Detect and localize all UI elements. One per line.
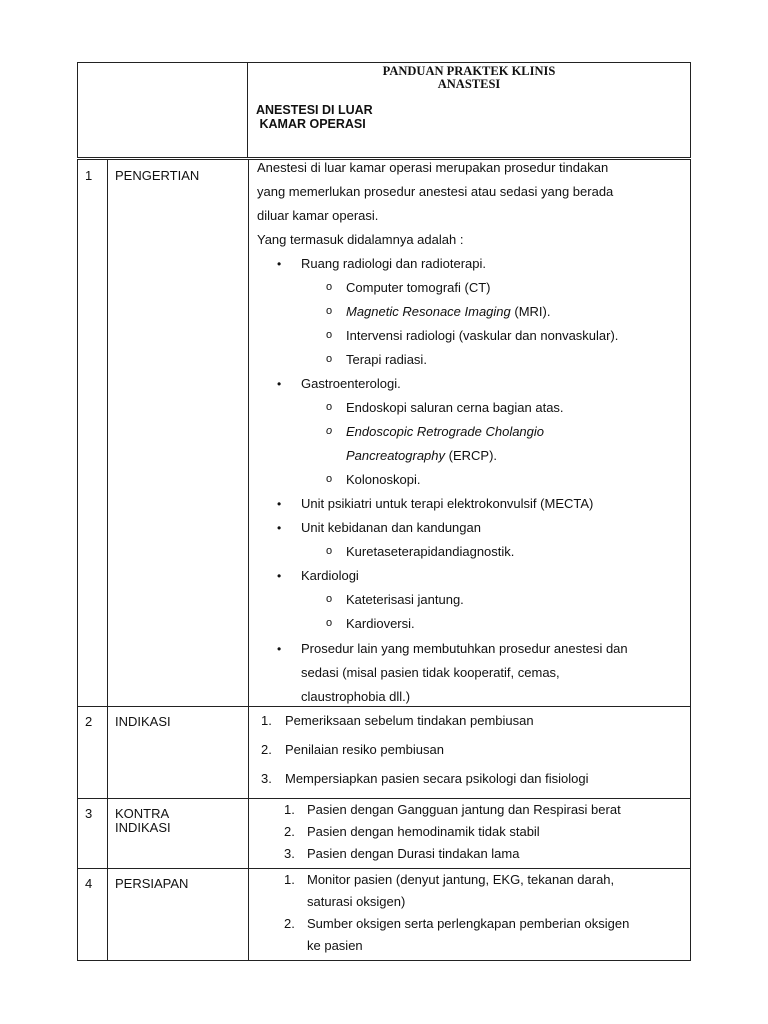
row-number: 2: [85, 714, 93, 729]
table-row-kontra-indikasi: [78, 798, 690, 868]
row-label-line-2: INDIKASI: [115, 820, 171, 835]
subtitle-line-1: ANESTESI DI LUAR: [256, 103, 373, 117]
sub-list-item: o Endoskopi saluran cerna bagian atas.: [249, 396, 690, 420]
numbered-item: [249, 869, 690, 891]
row-label-cell: [107, 707, 249, 798]
sub-list-item: o Endoscopic Retrograde Cholangio: [249, 420, 690, 444]
row-number: 1: [85, 168, 93, 183]
numbered-item: [249, 709, 690, 738]
italic-term: Magnetic Resonace Imaging: [346, 304, 511, 319]
row-label-cell: [107, 869, 249, 960]
row-label: PERSIAPAN: [115, 876, 189, 891]
item-number: 3.: [284, 846, 295, 861]
numbered-item: [249, 913, 690, 935]
sub-list-item: o Kolonoskopi.: [249, 468, 690, 492]
item-text: saturasi oksigen): [307, 894, 406, 909]
list-item-continued: sedasi (misal pasien tidak kooperatif, cemas,: [301, 665, 560, 680]
pengertian-content: [249, 156, 690, 709]
item-text: Mempersiapkan pasien secara psikologi dan fisiologi: [285, 771, 589, 786]
kontra-indikasi-content: [249, 799, 690, 865]
item-text: Pasien dengan hemodinamik tidak stabil: [307, 824, 540, 839]
row-label-cell: [107, 160, 249, 706]
table-row-pengertian: [78, 159, 690, 706]
item-number: 1.: [284, 802, 295, 817]
numbered-item: [249, 799, 690, 821]
row-number: 4: [85, 876, 93, 891]
intro-line: Anestesi di luar kamar operasi merupakan prosedur tindakan: [257, 160, 609, 175]
item-number: 2.: [261, 742, 272, 757]
item-text: ke pasien: [307, 938, 363, 953]
item-number: 1.: [284, 872, 295, 887]
row-number-cell: [78, 799, 108, 868]
numbered-item: [249, 767, 690, 796]
sub-list-item-continued: [249, 444, 690, 468]
item-number: 1.: [261, 713, 272, 728]
content-table: [77, 159, 691, 961]
term-suffix: (ERCP).: [445, 448, 498, 463]
row-label-line-1: KONTRA: [115, 806, 170, 821]
sub-list-item: o Kateterisasi jantung.: [249, 588, 690, 612]
item-number: 2.: [284, 916, 295, 931]
header-table: [77, 62, 691, 158]
numbered-item-continued: [249, 891, 690, 913]
intro-line: Yang termasuk didalamnya adalah :: [257, 232, 464, 247]
list-item: • Prosedur lain yang membutuhkan prosedur anestesi dan: [249, 637, 690, 661]
indikasi-content: [249, 707, 690, 796]
row-label: [115, 807, 171, 835]
title-line-2: ANASTESI: [437, 77, 501, 91]
table-row-indikasi: [78, 706, 690, 798]
row-number-cell: [78, 160, 108, 706]
numbered-item: [249, 738, 690, 767]
document-subtitle: [256, 103, 373, 131]
item-text: Penilaian resiko pembiusan: [285, 742, 444, 757]
item-text: Sumber oksigen serta perlengkapan pemberian oksigen: [307, 916, 630, 931]
row-number-cell: [78, 869, 108, 960]
numbered-item: [249, 843, 690, 865]
numbered-item-continued: [249, 935, 690, 957]
persiapan-content: [249, 869, 690, 957]
item-text: Monitor pasien (denyut jantung, EKG, tekanan darah,: [307, 872, 615, 887]
item-number: 3.: [261, 771, 272, 786]
subtitle-line-2: KAMAR OPERASI: [256, 117, 366, 131]
numbered-item: [249, 821, 690, 843]
item-text: Pasien dengan Durasi tindakan lama: [307, 846, 520, 861]
document-title: [248, 65, 690, 91]
sub-list-item: o Computer tomografi (CT): [249, 276, 690, 300]
sub-list-item: o Kardioversi.: [249, 612, 690, 636]
list-item: • Unit psikiatri untuk terapi elektrokonvulsif (MECTA): [249, 492, 690, 516]
title-line-1: PANDUAN PRAKTEK KLINIS: [382, 64, 556, 78]
sub-list-item: o Intervensi radiologi (vaskular dan nonvaskular).: [249, 324, 690, 348]
item-text: Pemeriksaan sebelum tindakan pembiusan: [285, 713, 534, 728]
intro-line: diluar kamar operasi.: [257, 208, 379, 223]
sub-list-item: o Kuretaseterapidandiagnostik.: [249, 540, 690, 564]
row-label-cell: [107, 799, 249, 868]
term-suffix: (MRI).: [510, 304, 551, 319]
row-number-cell: [78, 707, 108, 798]
list-item: • Kardiologi: [249, 564, 690, 588]
italic-term: Pancreatography: [346, 448, 446, 463]
list-item-continued: claustrophobia dll.): [301, 689, 411, 704]
item-text: Pasien dengan Gangguan jantung dan Respirasi berat: [307, 802, 621, 817]
intro-line: yang memerlukan prosedur anestesi atau sedasi yang berada: [257, 184, 614, 199]
table-row-persiapan: [78, 868, 690, 960]
list-item: • Gastroenterologi.: [249, 372, 690, 396]
item-number: 2.: [284, 824, 295, 839]
row-number: 3: [85, 806, 93, 821]
list-item: • Ruang radiologi dan radioterapi.: [249, 252, 690, 276]
row-label: INDIKASI: [115, 714, 171, 729]
row-label: PENGERTIAN: [115, 168, 200, 183]
sub-list-item: o Terapi radiasi.: [249, 348, 690, 372]
list-item: • Unit kebidanan dan kandungan: [249, 516, 690, 540]
sub-list-item: [249, 300, 690, 324]
